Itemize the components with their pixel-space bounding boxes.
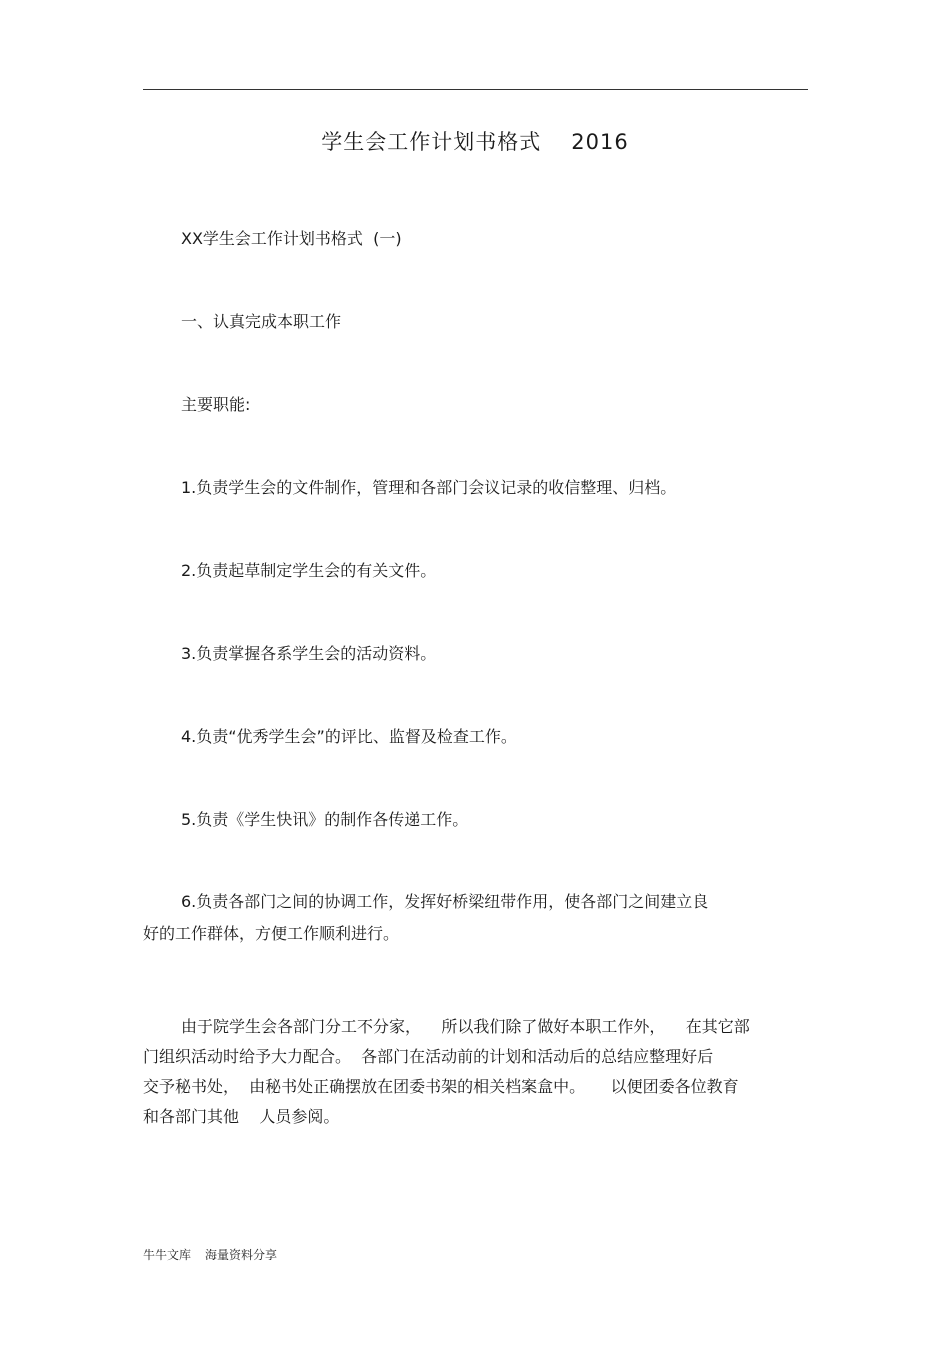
duty-item-text: 4.负责“优秀学生会”的评比、监督及检查工作。 <box>181 727 517 746</box>
document-title <box>0 126 950 158</box>
closing-line-2: 门组织活动时给予大力配合。 各部门在活动前的计划和活动后的总结应整理好后 <box>143 1047 714 1066</box>
subtitle <box>143 223 808 255</box>
duty-item-6-line-1: 6.负责各部门之间的协调工作，发挥好桥梁纽带作用，使各部门之间建立良 <box>181 892 709 911</box>
page-footer <box>143 1246 277 1264</box>
footer-tagline: 海量资料分享 <box>205 1248 278 1262</box>
closing-line-4: 和各部门其他 人员参阅。 <box>143 1107 340 1126</box>
duty-item-4 <box>143 721 808 753</box>
section-heading-text: 一、认真完成本职工作 <box>181 312 342 331</box>
title-year: 2016 <box>571 130 629 154</box>
title-text: 学生会工作计划书格式 <box>321 130 542 154</box>
duty-item-text: 2.负责起草制定学生会的有关文件。 <box>181 561 437 580</box>
section-heading <box>143 306 808 338</box>
duties-label <box>143 389 808 421</box>
footer-brand: 牛牛文库 <box>143 1248 192 1262</box>
duty-item-5 <box>143 804 808 836</box>
duty-item-text: 1.负责学生会的文件制作，管理和各部门会议记录的收信整理、归档。 <box>181 478 677 497</box>
closing-line-3: 交予秘书处， 由秘书处正确摆放在团委书架的相关档案盒中。 以便团委各位教育 <box>143 1077 739 1096</box>
duty-item-6-line-2: 好的工作群体，方便工作顺利进行。 <box>143 924 400 943</box>
header-rule <box>143 89 808 90</box>
duties-label-text: 主要职能: <box>181 395 251 414</box>
duty-item-1 <box>143 472 808 504</box>
duty-item-3 <box>143 638 808 670</box>
closing-paragraph <box>143 1012 808 1132</box>
duty-item-text: 3.负责掌握各系学生会的活动资料。 <box>181 644 437 663</box>
closing-line-1: 由于院学生会各部门分工不分家， 所以我们除了做好本职工作外， 在其它部 <box>181 1017 750 1036</box>
duty-item-6 <box>143 886 808 950</box>
duty-item-2 <box>143 555 808 587</box>
subtitle-text: XX学生会工作计划书格式 (一) <box>181 229 402 248</box>
duty-item-text: 5.负责《学生快讯》的制作各传递工作。 <box>181 810 469 829</box>
